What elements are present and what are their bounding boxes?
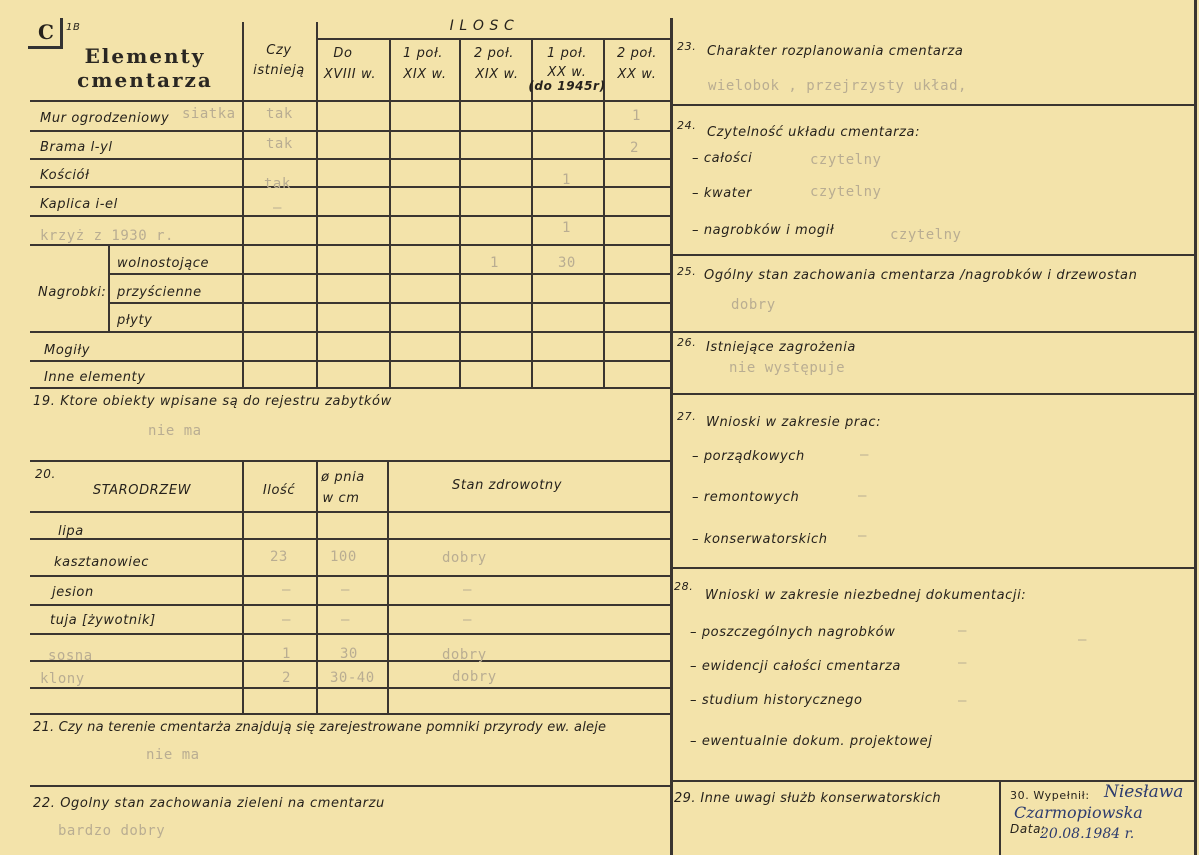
tree-diam: 100 <box>330 549 357 565</box>
q20-col3-1: ø pnia <box>321 470 365 485</box>
row-kaplica: Kaplica i-el <box>40 197 118 212</box>
q25-label: Ogólny stan zachowania cmentarza /nagrobków i drzewostan <box>704 268 1138 283</box>
tree-state: dobry <box>452 669 497 685</box>
tree-diam: – <box>341 612 350 628</box>
row-kosciol: Kościół <box>40 168 90 183</box>
q24-kwater-answer: czytelny <box>810 184 882 200</box>
brama-exist: tak <box>266 136 293 152</box>
tree-name: kasztanowiec <box>54 555 149 570</box>
tree-name: sosna <box>48 648 93 664</box>
rule <box>30 244 672 246</box>
q30-name1: Niesława <box>1104 782 1184 802</box>
q19-answer: nie ma <box>148 423 202 439</box>
q22-label: 22. Ogolny stan zachowania zieleni na cmentarzu <box>33 796 385 811</box>
row-mur: Mur ogrodzeniowy <box>40 111 170 126</box>
rule <box>316 460 318 713</box>
row-przysc: przyścienne <box>117 285 202 300</box>
rule <box>108 244 110 331</box>
row-mogily: Mogiły <box>44 343 91 358</box>
rule <box>30 158 672 160</box>
rule <box>30 130 672 132</box>
col-xx2-1: 2 poł. <box>616 46 658 61</box>
q28-num: 28. <box>674 580 694 593</box>
q28-d-answer: – <box>1078 632 1087 648</box>
col-xviii-2: XVIII w. <box>323 67 377 82</box>
tree-state: dobry <box>442 550 487 566</box>
q23-answer: wielobok , przejrzysty układ, <box>708 78 967 94</box>
q27-c: – konserwatorskich <box>692 532 828 547</box>
q26-answer: nie występuje <box>729 360 846 376</box>
form-code-sup: 1B <box>66 22 81 33</box>
q19-label: 19. Ktore obiekty wpisane są do rejestru zabytków <box>33 394 392 409</box>
q27-b-answer: – <box>858 488 867 504</box>
q21-answer: nie ma <box>146 747 200 763</box>
q26-label: Istniejące zagrożenia <box>706 340 856 355</box>
q24-nagrobkow: – nagrobków i mogił <box>692 223 835 238</box>
tree-qty: 1 <box>282 646 291 662</box>
row-wolno: wolnostojące <box>117 256 210 271</box>
q28-a-answer: – <box>958 623 967 639</box>
tree-qty: – <box>282 582 291 598</box>
col-xix1-2: XIX w. <box>403 67 447 82</box>
tree-state: – <box>463 582 472 598</box>
kaplica-exist: – <box>273 200 282 216</box>
tree-name: tuja [żywotnik] <box>50 613 156 628</box>
q25-num: 25. <box>677 265 697 278</box>
form-code-box <box>28 18 63 49</box>
q30-label: 30. Wypełnił: <box>1010 789 1090 802</box>
q24-num: 24. <box>677 119 697 132</box>
col-exist-2: istnieją <box>253 63 305 78</box>
rule <box>316 22 318 387</box>
rule <box>30 604 672 606</box>
wolno-xix2: 1 <box>490 255 499 271</box>
q28-b-answer: – <box>958 655 967 671</box>
rule <box>30 687 672 689</box>
krzyz-xx1: 1 <box>562 220 571 236</box>
q21-label: 21. Czy na terenie cmentarża znajdują się zarejestrowane pomniki przyrody ew. aleje <box>33 720 607 735</box>
rule <box>672 393 1196 395</box>
tree-diam: – <box>341 582 350 598</box>
rule <box>30 785 672 787</box>
col-xx1-1: 1 poł. <box>546 46 588 61</box>
label-nagrobki: Nagrobki: <box>38 285 107 300</box>
q27-c-answer: – <box>858 528 867 544</box>
q24-nagrobkow-answer: czytelny <box>890 227 962 243</box>
rule <box>30 511 672 513</box>
rule <box>30 633 672 635</box>
q29-label: 29. Inne uwagi służb konserwatorskich <box>674 791 941 806</box>
rule <box>30 460 672 462</box>
mur-exist: tak <box>266 106 293 122</box>
rule <box>30 538 672 540</box>
rule <box>672 567 1196 569</box>
rule <box>30 186 672 188</box>
q27-num: 27. <box>677 410 697 423</box>
col-xix2-2: XIX w. <box>475 67 519 82</box>
rule <box>459 38 461 387</box>
q25-answer: dobry <box>731 297 776 313</box>
title-line2: cmentarza <box>77 68 213 92</box>
q20-col2: Ilość <box>262 483 296 498</box>
q23-num: 23. <box>677 40 697 53</box>
col-exist-1: Czy <box>266 43 292 58</box>
rule <box>316 38 672 40</box>
q28-c: – studium historycznego <box>690 693 863 708</box>
tree-name: jesion <box>52 585 94 600</box>
row-brama: Brama l-yl <box>40 140 113 155</box>
col-xix2-1: 2 poł. <box>473 46 515 61</box>
tree-qty: – <box>282 612 291 628</box>
rule <box>30 387 672 389</box>
q24-calosci-answer: czytelny <box>810 152 882 168</box>
q28-a: – poszczególnych nagrobków <box>690 625 896 640</box>
q30-date-label: Data: <box>1010 822 1046 836</box>
tree-state: – <box>463 612 472 628</box>
rule <box>999 780 1001 855</box>
q24-calosci: – całości <box>692 151 753 166</box>
q27-a-answer: – <box>860 447 869 463</box>
rule <box>389 38 391 387</box>
q30-date: 20.08.1984 r. <box>1040 826 1135 842</box>
q24-label: Czytelność układu cmentarza: <box>707 125 921 140</box>
q26-num: 26. <box>677 336 697 349</box>
rule <box>30 100 672 102</box>
mur-xx2: 1 <box>632 108 641 124</box>
rule <box>672 254 1196 256</box>
q20-num: 20. <box>35 467 56 481</box>
row-plyty: płyty <box>117 313 153 328</box>
q22-answer: bardzo dobry <box>58 823 166 839</box>
rule <box>387 460 389 713</box>
col-xx2-2: XX w. <box>617 67 657 82</box>
q20-col1: STARODRZEW <box>92 483 192 498</box>
tree-qty: 23 <box>270 549 288 565</box>
tree-diam: 30-40 <box>330 670 375 686</box>
rule <box>30 360 672 362</box>
col-xx1-2: XX w. <box>547 65 587 80</box>
rule <box>242 22 244 387</box>
q28-label: Wnioski w zakresie niezbednej dokumentacji: <box>705 588 1027 603</box>
q28-b: – ewidencji całości cmentarza <box>690 659 901 674</box>
divider <box>670 18 673 855</box>
col-xix1-1: 1 poł. <box>402 46 444 61</box>
rule <box>1194 0 1197 855</box>
q30-name2: Czarmopiowska <box>1014 803 1143 822</box>
rule <box>30 331 672 333</box>
rule <box>672 104 1196 106</box>
mur-note: siatka <box>182 106 236 122</box>
q23-label: Charakter rozplanowania cmentarza <box>707 44 964 59</box>
wolno-xx1: 30 <box>558 255 576 271</box>
q28-d: – ewentualnie dokum. projektowej <box>690 734 933 749</box>
q28-c-answer: – <box>958 693 967 709</box>
tree-name: klony <box>40 671 85 687</box>
col-xx1-3: (do 1945r) <box>528 79 606 93</box>
rule <box>30 215 672 217</box>
row-krzyz: krzyż z 1930 r. <box>40 228 174 244</box>
form-code: C <box>38 20 54 44</box>
q20-col4: Stan zdrowotny <box>451 478 563 493</box>
q27-b: – remontowych <box>692 490 800 505</box>
tree-name: lipa <box>58 524 84 539</box>
ilosc-header: I L O S C <box>449 18 515 34</box>
tree-state: dobry <box>442 647 487 663</box>
kosciol-exist: tak <box>264 176 291 192</box>
brama-xx2: 2 <box>630 140 639 156</box>
rule <box>672 331 1196 333</box>
title-line1: Elementy <box>84 44 206 68</box>
tree-diam: 30 <box>340 646 358 662</box>
rule <box>30 575 672 577</box>
q24-kwater: – kwater <box>692 186 752 201</box>
q20-col3-2: w cm <box>322 491 360 506</box>
q27-a: – porządkowych <box>692 449 805 464</box>
kosciol-xx1: 1 <box>562 172 571 188</box>
rule <box>242 460 244 713</box>
col-xviii-1: Do <box>333 46 353 61</box>
row-inne: Inne elementy <box>44 370 146 385</box>
tree-qty: 2 <box>282 670 291 686</box>
q27-label: Wnioski w zakresie prac: <box>706 415 882 430</box>
rule <box>30 713 672 715</box>
